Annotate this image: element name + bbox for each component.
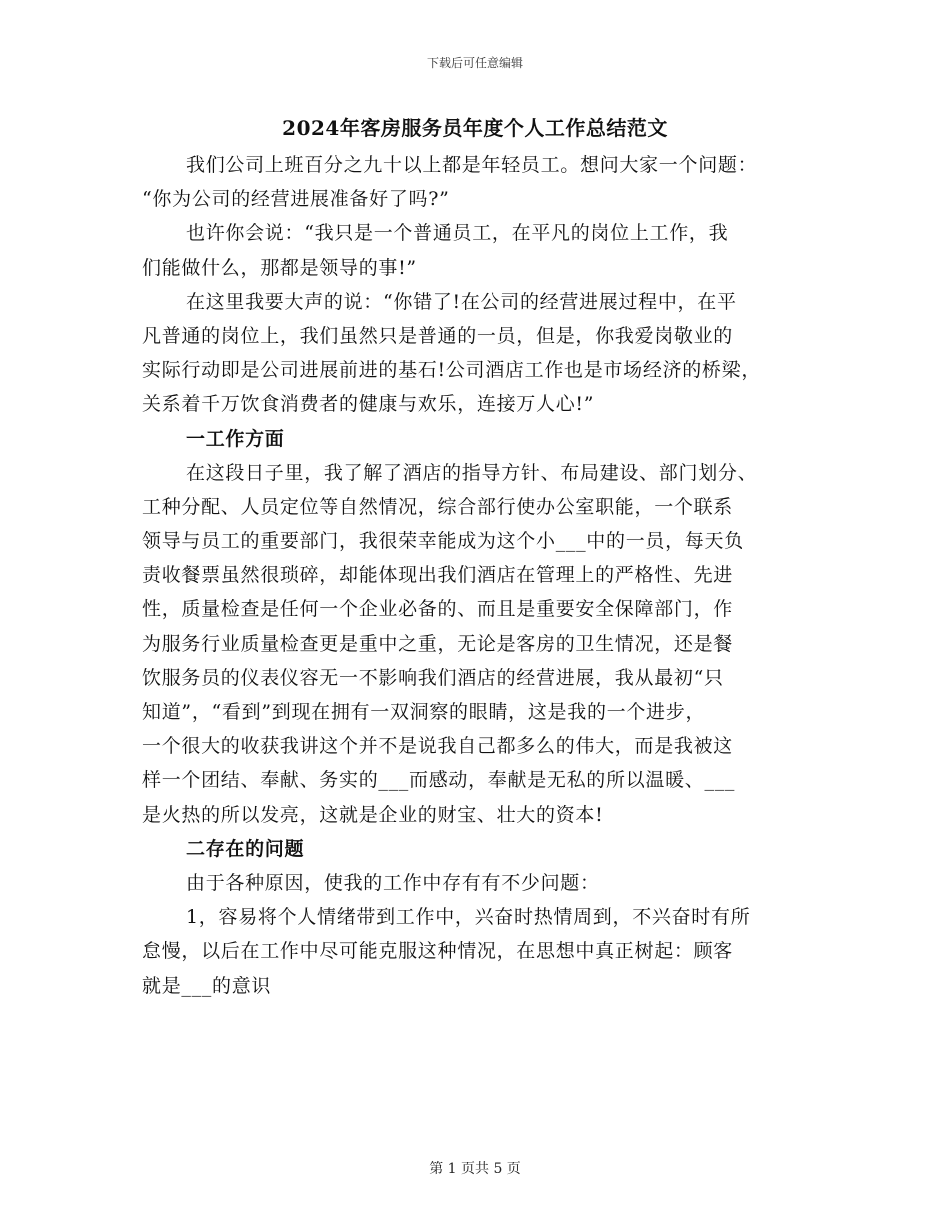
paragraph-line: 工种分配、人员定位等自然情况，综合部行使办公室职能，一个联系 <box>142 495 734 518</box>
paragraph-line: 饮服务员的仪表仪容无一不影响我们酒店的经营进展，我从最初“只 <box>142 666 724 689</box>
paragraph-line: 我们公司上班百分之九十以上都是年轻员工。想问大家一个问题： <box>186 154 758 176</box>
paragraph-line: 知道”，“看到”到现在拥有一双洞察的眼睛，这是我的一个进步， <box>142 701 706 723</box>
paragraph-line: “你为公司的经营进展准备好了吗?” <box>142 188 450 211</box>
paragraph-line: 性，质量检查是任何一个企业必备的、而且是重要安全保障部门，作 <box>142 598 734 621</box>
document-body <box>142 148 814 1003</box>
paragraph-line: 怠慢，以后在工作中尽可能克服这种情况，在思想中真正树起：顾客 <box>142 940 734 963</box>
section-heading-work: 一工作方面 <box>186 427 285 450</box>
paragraph-line: 们能做什么，那都是领导的事!” <box>142 256 417 279</box>
paragraph-line: 在这里我要大声的说：“你错了!在公司的经营进展过程中，在平 <box>186 290 737 313</box>
section-heading-problems: 二存在的问题 <box>186 837 305 860</box>
paragraph-line: 领导与员工的重要部门，我很荣幸能成为这个小___中的一员，每天负 <box>142 530 744 553</box>
paragraph-line: 实际行动即是公司进展前进的基石!公司酒店工作也是市场经济的桥梁， <box>142 359 762 382</box>
paragraph-line: 1，容易将个人情绪带到工作中，兴奋时热情周到，不兴奋时有所 <box>186 906 751 929</box>
paragraph-line: 是火热的所以发亮，这就是企业的财宝、壮大的资本! <box>142 803 604 826</box>
paragraph-line: 由于各种原因，使我的工作中存有有不少问题： <box>186 871 600 894</box>
paragraph-line: 凡普通的岗位上，我们虽然只是普通的一员，但是，你我爱岗敬业的 <box>142 324 734 347</box>
paragraph-line: 就是___的意识 <box>142 974 272 997</box>
paragraph-line: 责收餐票虽然很琐碎，却能体现出我们酒店在管理上的严格性、先进 <box>142 564 734 587</box>
header-note: 下载后可任意编辑 <box>426 56 523 70</box>
paragraph-line: 样一个团结、奉献、务实的___而感动，奉献是无私的所以温暖、___ <box>142 769 736 792</box>
paragraph-line: 为服务行业质量检查更是重中之重，无论是客房的卫生情况，还是餐 <box>142 632 734 655</box>
paragraph-line: 也许你会说：“我只是一个普通员工，在平凡的岗位上工作，我 <box>186 222 729 245</box>
paragraph-line: 关系着千万饮食消费者的健康与欢乐，连接万人心!” <box>142 393 595 416</box>
page-footer: 第 1 页共 5 页 <box>429 1161 521 1177</box>
paragraph-line: 在这段日子里，我了解了酒店的指导方针、布局建设、部门划分、 <box>186 461 758 484</box>
document-title: 2024年客房服务员年度个人工作总结范文 <box>282 116 668 140</box>
paragraph-line: 一个很大的收获我讲这个并不是说我自己都多么的伟大，而是我被这 <box>142 735 734 758</box>
